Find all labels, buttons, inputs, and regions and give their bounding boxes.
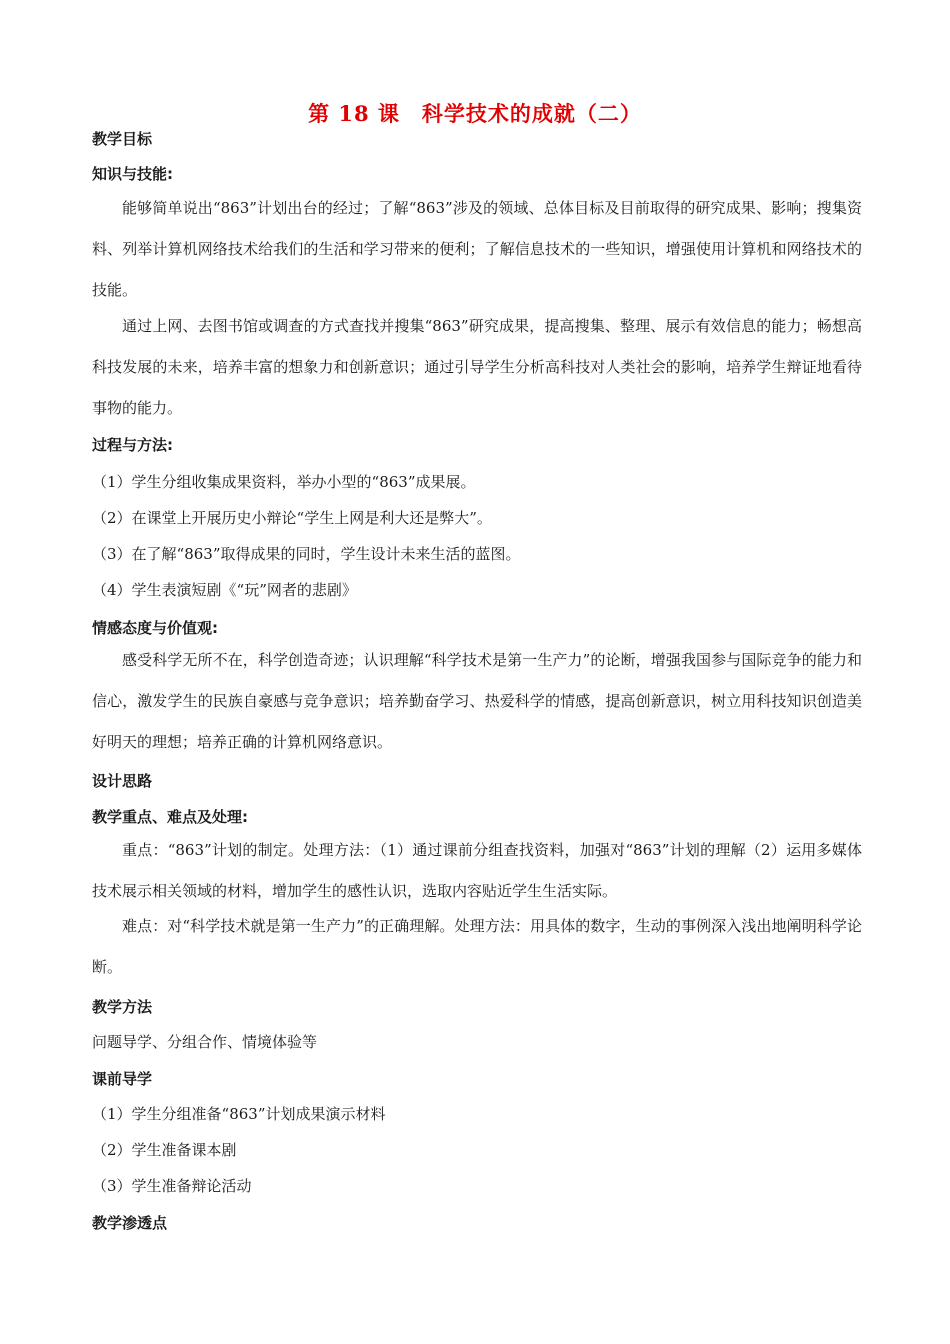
method-text: 问题导学、分组合作、情境体验等 (92, 1033, 318, 1051)
list-item: （1）学生分组准备“863”计划成果演示材料 (92, 1105, 386, 1123)
heading-knowledge: 知识与技能: (92, 165, 173, 183)
heading-process: 过程与方法: (92, 436, 173, 454)
heading-infiltration: 教学渗透点 (92, 1214, 168, 1232)
heading-preview: 课前导学 (92, 1070, 153, 1088)
heading-keypoints: 教学重点、难点及处理: (92, 808, 248, 826)
paragraph-emotion: 感受科学无所不在，科学创造奇迹；认识理解“科学技术是第一生产力”的论断，增强我国参与国际竞争的能力和信心，激发学生的民族自豪感与竞争意识；培养勤奋学习、热爱科学的情感，提高创新意识，树立用科技知识创造美好明天的理想；培养正确的计算机网络意识。 (92, 651, 862, 751)
heading-design: 设计思路 (92, 772, 153, 790)
heading-objectives: 教学目标 (92, 130, 153, 148)
list-item: （4）学生表演短剧《“玩”网者的悲剧》 (92, 581, 357, 599)
heading-emotion: 情感态度与价值观: (92, 619, 218, 637)
list-item: （1）学生分组收集成果资料，举办小型的“863”成果展。 (92, 473, 476, 491)
lesson-title: 第 18 课 科学技术的成就（二） (308, 101, 642, 126)
heading-method: 教学方法 (92, 998, 153, 1016)
paragraph-difficulty: 难点：对“科学技术就是第一生产力”的正确理解。处理方法：用具体的数字，生动的事例深入浅出地阐明科学论断。 (92, 917, 862, 976)
list-item: （2）在课堂上开展历史小辩论“学生上网是利大还是弊大”。 (92, 509, 492, 527)
list-item: （2）学生准备课本剧 (92, 1141, 237, 1159)
paragraph-keypoint: 重点：“863”计划的制定。处理方法：（1）通过课前分组查找资料，加强对“863”计划的理解（2）运用多媒体技术展示相关领域的材料，增加学生的感性认识，选取内容贴近学生生活实际。 (92, 841, 862, 900)
paragraph-knowledge-2: 通过上网、去图书馆或调查的方式查找并搜集“863”研究成果，提高搜集、整理、展示有效信息的能力；畅想高科技发展的未来，培养丰富的想象力和创新意识；通过引导学生分析高科技对人类社会的影响，培养学生辩证地看待事物的能力。 (92, 317, 862, 417)
list-item: （3）在了解“863”取得成果的同时，学生设计未来生活的蓝图。 (92, 545, 521, 563)
list-item: （3）学生准备辩论活动 (92, 1177, 252, 1195)
paragraph-knowledge-1: 能够简单说出“863”计划出台的经过；了解“863”涉及的领域、总体目标及目前取得的研究成果、影响；搜集资料、列举计算机网络技术给我们的生活和学习带来的便利；了解信息技术的一些知识，增强使用计算机和网络技术的技能。 (92, 199, 862, 299)
